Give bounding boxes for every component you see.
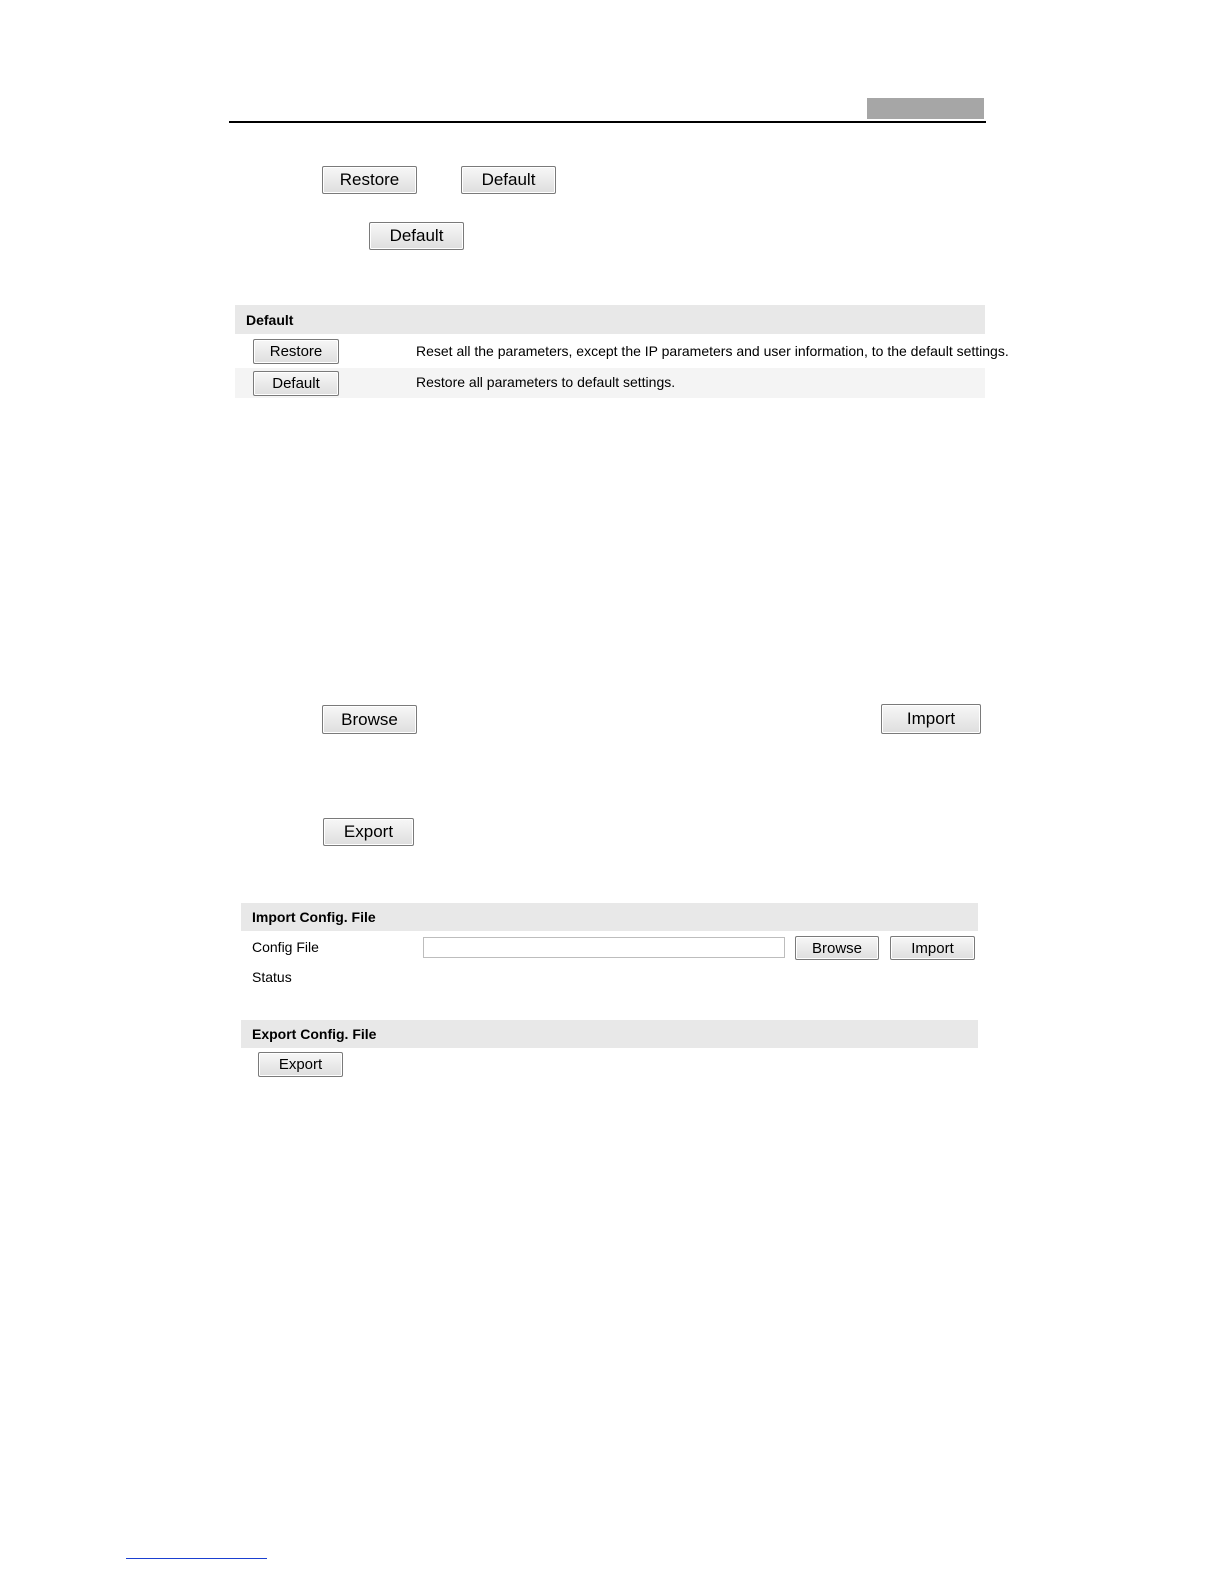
export-button[interactable]: Export xyxy=(323,818,414,846)
default-panel-title: Default xyxy=(246,311,294,328)
import-panel-title: Import Config. File xyxy=(252,909,376,925)
restore-description: Reset all the parameters, except the IP parameters and user information, to the default settings. xyxy=(416,343,1009,359)
header-tab-box xyxy=(867,98,984,119)
config-file-input[interactable] xyxy=(423,937,785,958)
panel-default-button[interactable]: Default xyxy=(253,371,339,396)
export-panel-header xyxy=(241,1020,978,1048)
panel-restore-button[interactable]: Restore xyxy=(253,339,339,364)
panel-import-button[interactable]: Import xyxy=(890,936,975,960)
footer-link-underline[interactable] xyxy=(126,1558,267,1559)
browse-button[interactable]: Browse xyxy=(322,705,417,734)
import-button[interactable]: Import xyxy=(881,704,981,734)
restore-button[interactable]: Restore xyxy=(322,166,417,194)
default-button[interactable]: Default xyxy=(461,166,556,194)
panel-export-button[interactable]: Export xyxy=(258,1052,343,1077)
panel-browse-button[interactable]: Browse xyxy=(795,936,879,960)
default-description: Restore all parameters to default settings. xyxy=(416,374,676,390)
header-rule xyxy=(229,121,986,123)
config-file-label: Config File xyxy=(252,939,319,955)
default-button-secondary[interactable]: Default xyxy=(369,222,464,250)
import-panel-header xyxy=(241,903,978,931)
default-panel-header xyxy=(235,305,985,334)
status-label: Status xyxy=(252,969,292,985)
export-panel-title: Export Config. File xyxy=(252,1026,377,1042)
